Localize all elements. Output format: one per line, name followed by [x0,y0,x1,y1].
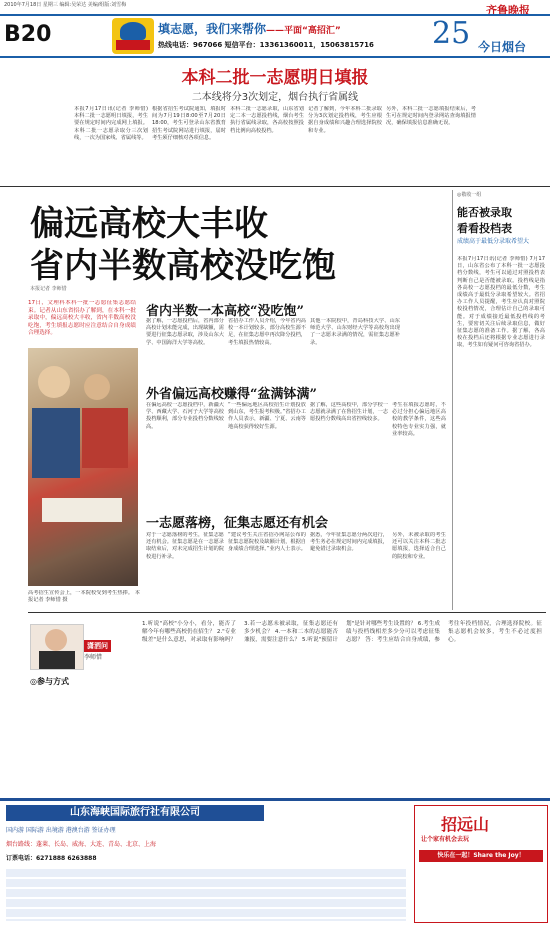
reporter-label: 潇洒问 [87,642,108,650]
intro-text: 17日，文理科本科一批一志愿征集志愿结束。记者从山东省招办了解到，在本科一批录取中，偏远高校大丰收，省内半数高校没吃饱，考生填报志愿时应注意结合自身成绩合理选择。 [28,300,136,337]
sidebar-sub: 成绩高于最低分录取希望大 [457,238,530,245]
sidebar-title-2: 看看投档表 [457,222,512,235]
section2-col-2: “一些偏远地区高校招生计划投放到山东，考生报考积极。”省招办工作人员表示，新疆、宁夏、云南等地高校获得较好生源。 [228,402,306,430]
ad-table [6,869,406,921]
byline: 本报记者 李师惜 [30,286,67,292]
ad-line-1: 国内游 国际游 出境游 港澳台游 签证办理 [6,827,116,834]
brand-slogan: 快乐在一起！Share the Joy！ [419,850,543,862]
lead-story-title: 本科二批一志愿明日填报 [181,68,369,88]
photo-caption: 高考招生宣传会上，一本院校受到考生热捧。 本报记者 李师惜 摄 [28,590,140,604]
day-number: 25 [432,16,471,51]
lead-col-2: 根据省招生考试院通知，填报时间为7月19日8:00至7月20日18:00，考生可登录山东省教育招生考试院网站进行填报，届时考生须仔细核对各项信息。 [152,106,226,141]
lead-col-4: 记者了解到，今年本科二批录取分为3次划定投档线，考生应根据自身成绩和兴趣合理选择院校和专业。 [308,106,382,134]
masthead [0,14,550,58]
brand-box [414,805,548,923]
ad-bar [0,798,550,927]
ad-phone: 订票电话：6271888 6263888 [6,855,97,862]
section2-col-4: 考生在填报志愿时，不必过分担心偏远地区高校的教学条件，这些高校特色专业实力强，就业率较高。 [392,402,446,437]
section3-col-2: “建议考生关注省招办网站公布的征集志愿院校及缺额计划，根据自身成绩合理选择。”业内人士表示。 [228,532,306,553]
section1-col-2: 省招办工作人员介绍，今年省内高校一本计划较多，部分高校生源不足，在征集志愿中再次降分投档，考生填报热情较高。 [228,318,306,346]
section2-col-1: 在偏远高校一志愿投档中，新疆大学、西藏大学、石河子大学等高校投档顺利，部分专业投档分数线较高。 [146,402,224,430]
lead-col-3: 本科二批一志愿录取，山东省划定二本一志愿投档线，烟台考生执行省属线录取，各高校按照投档比例向高校投档。 [230,106,304,134]
mascot-icon [112,18,154,54]
news-photo [28,348,138,586]
sidebar-title-1: 能否被录取 [457,206,512,219]
section3-col-3: 据悉，今年征集志愿分两次进行，考生务必在规定时间内完成填报，避免错过录取机会。 [310,532,388,553]
section3-col-1: 对于一志愿落榜的考生，征集志愿还有机会。征集志愿是在一志愿录取结束后，对未完成招生计划的院校进行补录。 [146,532,224,560]
reporter-name: 李师惜 [84,654,103,661]
newspaper-logo: 齐鲁晚报 [486,4,530,17]
sidebar-body: 本报7月17日讯(记者 李师惜) 7月17日，山东省公布了本科一批一志愿投档分数线，考生可以通过对照投档表判断自己是否能被录取。投档线是指各高校一志愿投档的最低分数，考生成绩高于最低分录取希望较大。省招办工作人员提醒，考生应认真对照院校投档情况，合理估计自己的录取可能。对于成绩接近最低投档线的考生，要密切关注后续录取信息，做好征集志愿的准备工作。据了解，各高校在投档后还将根据专业志愿进行录取，考生如有疑问可咨询省招办。 [457,256,545,349]
headline-line2: 省内半数高校没吃饱 [30,246,336,286]
lead-col-1: 本报7月17日讯(记者 李师惜) 本科二批一志愿明日填报，考生要在规定时间内完成网上填报。本科二批一志愿录取分三次划线，一次为国家线、省属线等。 [74,106,148,141]
slogan [158,20,341,37]
divider [0,186,550,187]
date-line: 2010年7月18日 星期三 编辑:吴荣达 美编/组版:刘雪梅 [4,2,127,8]
section2-col-3: 据了解，这些高校中，部分学校一志愿就录满了在鲁招生计划，一志愿投档分数线高出省控线较多。 [310,402,388,423]
section2-title: 外省偏远高校赚得“盆满钵满” [146,387,317,402]
brand-name: 招远山 [441,815,490,834]
qa-more: ◎参与方式 [30,677,69,686]
page-number: B20 [4,22,52,47]
hotline: 热线电话：967066 短信平台：13361360011，15063815716 [158,41,374,49]
section3-title: 一志愿落榜，征集志愿还有机会 [146,516,329,531]
reporter-avatar [30,624,84,670]
reporter-badge [84,640,111,652]
divider-qa [28,612,546,613]
brand-sub: 让个家有机会去玩 [421,836,470,843]
slogan-main: 填志愿，我们来帮你 [158,22,267,36]
ad-line-2: 烟台路线：蓬莱、长岛、威海、大连、青岛、北京、上海 [6,841,157,848]
section-name: 今日烟台 [478,40,527,54]
ad-company: 山东海峡国际旅行社有限公司 [6,805,264,821]
section3-col-4: 另外，未被录取的考生还可以关注本科二批志愿填报，选择适合自己的院校和专业。 [392,532,446,560]
section1-title: 省内半数一本高校“没吃饱” [146,304,304,319]
section1-col-3: 其他一本院校中，青岛科技大学、山东师范大学、山东财经大学等高校均出现了一志愿未录满的情况，需征集志愿补录。 [310,318,400,346]
qa-text: 1.听说"高校"小分小，看分，能否了解今年有哪些高校仍在招生？ 2."专业级差"是什么意思，对录取有影响吗？ 3.若一志愿未被录取，征集志愿还有多少机会？ 4.一本和二本的志愿能否兼报，需要注意什么？ 5.听说"预留计划"是针对哪些考生设置的？ 6.考生成绩与投档线相差多少分可以考虑征集志愿？ 答：考生应结合自身成绩，参考往年投档情况，合理选择院校。征集志愿机会较多，考生不必过度担心。 [142,621,542,643]
slogan-sub: ——平面“高招汇” [266,26,341,36]
lead-story-subtitle: 二本线将分3次划定，烟台执行省属线 [191,92,359,103]
section1-col-1: 据了解，一志愿投档后，省内部分高校计划未能完成，出现缺额，需要进行征集志愿录取，涉及山东大学、中国海洋大学等高校。 [146,318,224,346]
sidebar-tag: ◎敬收一组 [457,192,482,198]
lead-col-5: 另外，本科二批一志愿填报结束后，考生可在规定时间内登录网站查询填报情况，确保填报信息准确无误。 [386,106,476,127]
sidebar [452,190,547,610]
headline-line1: 偏远高校大丰收 [30,204,268,244]
